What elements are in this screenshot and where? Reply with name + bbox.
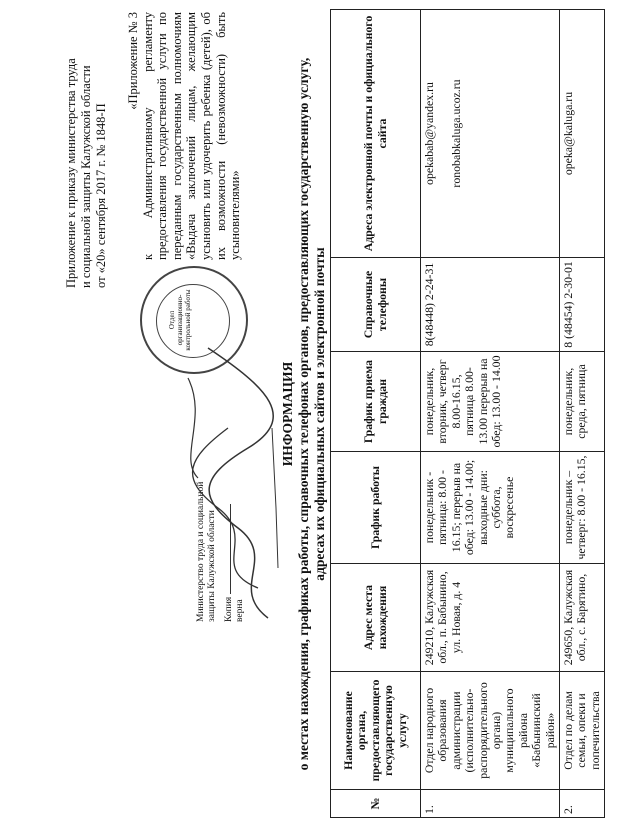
cert-copy-label: Копия bbox=[224, 596, 234, 622]
document-title bbox=[280, 0, 328, 828]
header-line-2: и социальной защиты Калужской области bbox=[79, 65, 93, 288]
col-header-phone: Справочные телефоны bbox=[331, 258, 421, 352]
row-2-phone: 8 (48454) 2-30-01 bbox=[560, 258, 605, 352]
row-1-phone: 8(48448) 2-24-31 bbox=[421, 258, 560, 352]
col-header-num: № bbox=[331, 790, 421, 818]
table-row bbox=[421, 10, 560, 818]
row-2-address: 249650, Калужская обл., с. Барятино, bbox=[560, 564, 605, 672]
row-2-name: Отдел по делам семьи, опеки и попечительства bbox=[560, 672, 605, 790]
row-1-site[interactable]: ronobabkaluga.ucoz.ru bbox=[449, 79, 464, 188]
col-header-work: График работы bbox=[331, 452, 421, 564]
title-line-1: о местах нахождения, графиках работы, справочных телефонах органов, предоставляющих государственную услугу, bbox=[296, 57, 311, 771]
row-2-reception: понедельник, среда, пятница bbox=[560, 352, 605, 452]
row-1-num: 1. bbox=[421, 790, 560, 818]
col-header-address: Адрес места нахождения bbox=[331, 564, 421, 672]
title-line-2: адресах их официальных сайтов и электронной почты bbox=[312, 247, 327, 581]
cert-org-line-1: Министерство труда и социальной bbox=[196, 481, 206, 622]
row-1-reception: понедельник, вторник, четверг 8.00-16.15, пятница 8.00-13.00 перерыв на обед: 13.00 - 14.00 bbox=[421, 352, 560, 452]
row-1-contacts bbox=[421, 10, 560, 258]
row-1-email[interactable]: opekabab@yandex.ru bbox=[422, 82, 436, 185]
title-heading: ИНФОРМАЦИЯ bbox=[280, 361, 295, 467]
appendix-text: к Административному регламенту предоставления государственной услуги по переданным государственным полномочиям «Выдача заключений лицам, желающим усыновить или удочерить ребенка (детей), об их возможности (невозможности) быть усыновителями» bbox=[140, 12, 243, 260]
row-1-address: 249210, Калужская обл., п. Бабынино, ул. Новая, д. 4 bbox=[421, 564, 560, 672]
row-2-contacts bbox=[560, 10, 605, 258]
row-2-num: 2. bbox=[560, 790, 605, 818]
appendix-block bbox=[126, 12, 243, 260]
order-header bbox=[64, 8, 109, 288]
header-line-3: от «20» сентября 2017 г. № 1848-П bbox=[94, 103, 108, 288]
table-header-row bbox=[331, 10, 421, 818]
row-2-email[interactable]: opeka@kaluga.ru bbox=[561, 91, 576, 176]
cert-copy-correct: верна bbox=[235, 599, 245, 622]
row-1-name: Отдел народного образования администрации (исполнительно-распорядительного органа) муниципального района «Бабынинский район» bbox=[421, 672, 560, 790]
row-2-work: понедельник – четверг: 8.00 - 16.15, bbox=[560, 452, 605, 564]
table-row bbox=[560, 10, 605, 818]
header-line-1: Приложение к приказу министерства труда bbox=[64, 58, 78, 288]
handwritten-signature bbox=[168, 338, 288, 628]
col-header-name: Наименование органа, предоставляющего государственную услугу bbox=[331, 672, 421, 790]
col-header-reception: График приема граждан bbox=[331, 352, 421, 452]
info-table bbox=[330, 9, 605, 818]
cert-org-line-2: защиты Калужской области bbox=[207, 510, 217, 622]
stamp-center-text: Отдел организационно-контрольной работы bbox=[168, 289, 192, 351]
appendix-label: «Приложение № 3 bbox=[126, 12, 140, 110]
col-header-email: Адреса электронной почты и официального сайта bbox=[331, 10, 421, 258]
row-1-work: понедельник - пятница: 8.00 - 16.15; перерыв на обед: 13.00 - 14.00; выходные дни: суббота, воскресенье bbox=[421, 452, 560, 564]
